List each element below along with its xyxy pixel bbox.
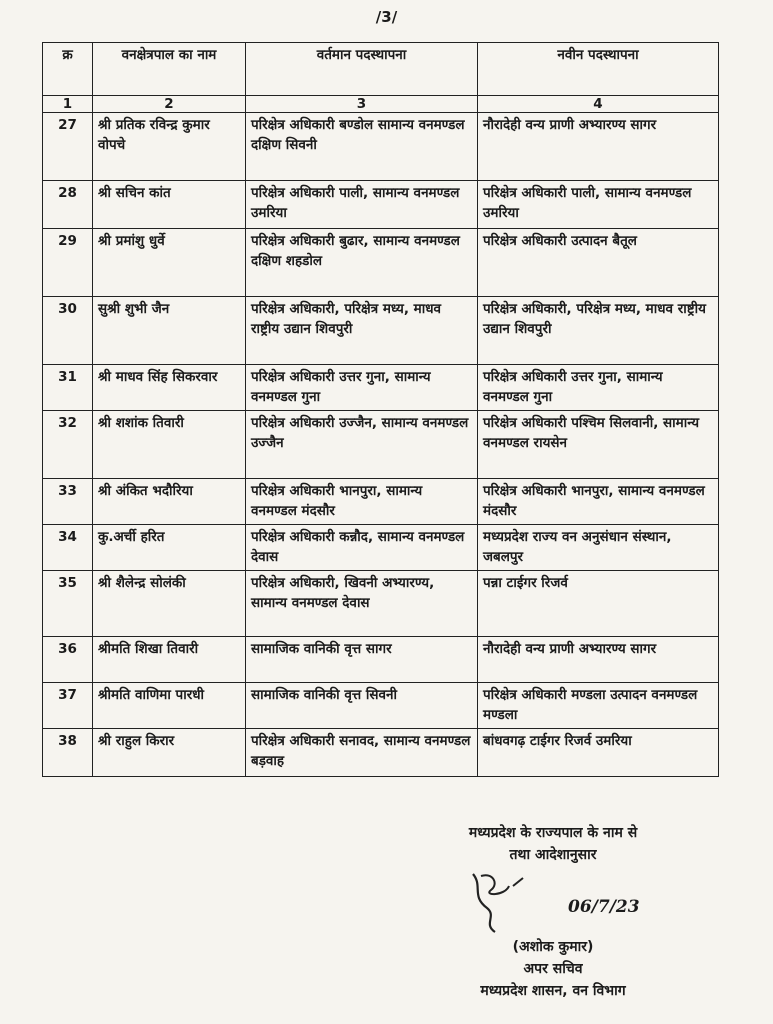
new-posting-cell: मध्यप्रदेश राज्य वन अनुसंधान संस्थान, जबलपुर: [478, 525, 719, 571]
order-line: तथा आदेशानुसार: [509, 847, 597, 863]
column-number: 1: [43, 96, 93, 113]
header-current-posting: वर्तमान पदस्थापना: [246, 43, 478, 96]
handwritten-signature: [413, 866, 693, 936]
name-cell: श्री माधव सिंह सिकरवार: [93, 365, 246, 411]
current-posting-cell: परिक्षेत्र अधिकारी पाली, सामान्य वनमण्डल उमरिया: [246, 181, 478, 229]
current-posting-cell: परिक्षेत्र अधिकारी बुढार, सामान्य वनमण्डल दक्षिण शहडोल: [246, 229, 478, 297]
table-row: [43, 525, 719, 571]
current-posting-cell: परिक्षेत्र अधिकारी, खिवनी अभ्यारण्य, सामान्य वनमण्डल देवास: [246, 571, 478, 637]
current-posting-cell: परिक्षेत्र अधिकारी सनावद, सामान्य वनमण्डल बड़वाह: [246, 729, 478, 777]
table-row: [43, 181, 719, 229]
new-posting-cell: नौरादेही वन्य प्राणी अभ्यारण्य सागर: [478, 637, 719, 683]
header-serial: क्र: [43, 43, 93, 96]
serial-cell: 33: [43, 479, 93, 525]
table-row: [43, 365, 719, 411]
name-cell: सुश्री शुभी जैन: [93, 297, 246, 365]
name-cell: श्री राहुल किरार: [93, 729, 246, 777]
serial-cell: 30: [43, 297, 93, 365]
table-row: [43, 637, 719, 683]
table-row: [43, 113, 719, 181]
name-cell: श्रीमति वाणिमा पारधी: [93, 683, 246, 729]
table-row: [43, 571, 719, 637]
new-posting-cell: बांधवगढ़ टाईगर रिजर्व उमरिया: [478, 729, 719, 777]
serial-cell: 27: [43, 113, 93, 181]
transfer-table: [42, 42, 719, 777]
serial-cell: 31: [43, 365, 93, 411]
current-posting-cell: सामाजिक वानिकी वृत्त सिवनी: [246, 683, 478, 729]
serial-cell: 35: [43, 571, 93, 637]
new-posting-cell: परिक्षेत्र अधिकारी पाली, सामान्य वनमण्डल उमरिया: [478, 181, 719, 229]
officer-designation: अपर सचिव: [523, 961, 583, 977]
current-posting-cell: परिक्षेत्र अधिकारी बण्डोल सामान्य वनमण्डल दक्षिण सिवनी: [246, 113, 478, 181]
name-cell: श्री अंकित भदौरिया: [93, 479, 246, 525]
signature-block: [413, 822, 693, 1002]
column-number-row: [43, 96, 719, 113]
serial-cell: 36: [43, 637, 93, 683]
new-posting-cell: परिक्षेत्र अधिकारी उत्पादन बैतूल: [478, 229, 719, 297]
current-posting-cell: परिक्षेत्र अधिकारी उज्जैन, सामान्य वनमण्डल उज्जैन: [246, 411, 478, 479]
new-posting-cell: परिक्षेत्र अधिकारी भानपुरा, सामान्य वनमण्डल मंदसौर: [478, 479, 719, 525]
serial-cell: 29: [43, 229, 93, 297]
serial-cell: 34: [43, 525, 93, 571]
column-number: 4: [478, 96, 719, 113]
name-cell: श्री सचिन कांत: [93, 181, 246, 229]
table-row: [43, 729, 719, 777]
current-posting-cell: परिक्षेत्र अधिकारी कन्नौद, सामान्य वनमण्डल देवास: [246, 525, 478, 571]
name-cell: श्री शशांक तिवारी: [93, 411, 246, 479]
new-posting-cell: परिक्षेत्र अधिकारी उत्तर गुना, सामान्य वनमण्डल गुना: [478, 365, 719, 411]
serial-cell: 37: [43, 683, 93, 729]
new-posting-cell: परिक्षेत्र अधिकारी मण्डला उत्पादन वनमण्डल मण्डला: [478, 683, 719, 729]
page-number: /3/: [375, 8, 398, 26]
officer-name: (अशोक कुमार): [512, 939, 594, 955]
serial-cell: 28: [43, 181, 93, 229]
serial-cell: 38: [43, 729, 93, 777]
name-cell: श्री प्रतिक रविन्द्र कुमार वोपचे: [93, 113, 246, 181]
header-row: [43, 43, 719, 96]
new-posting-cell: पन्ना टाईगर रिजर्व: [478, 571, 719, 637]
signature-date: 06/7/23: [568, 897, 640, 917]
table-row: [43, 229, 719, 297]
current-posting-cell: परिक्षेत्र अधिकारी भानपुरा, सामान्य वनमण्डल मंदसौर: [246, 479, 478, 525]
officer-department: मध्यप्रदेश शासन, वन विभाग: [480, 983, 626, 999]
new-posting-cell: परिक्षेत्र अधिकारी, परिक्षेत्र मध्य, माधव राष्ट्रीय उद्यान शिवपुरी: [478, 297, 719, 365]
serial-cell: 32: [43, 411, 93, 479]
name-cell: श्रीमति शिखा तिवारी: [93, 637, 246, 683]
table-row: [43, 297, 719, 365]
signature-scribble-icon: [453, 866, 573, 936]
name-cell: कु.अर्ची हरित: [93, 525, 246, 571]
table-row: [43, 411, 719, 479]
authority-line: मध्यप्रदेश के राज्यपाल के नाम से: [468, 825, 638, 841]
column-number: 2: [93, 96, 246, 113]
header-name: वनक्षेत्रपाल का नाम: [93, 43, 246, 96]
name-cell: श्री शैलेन्द्र सोलंकी: [93, 571, 246, 637]
table-body: [43, 113, 719, 777]
table-row: [43, 479, 719, 525]
name-cell: श्री प्रमांशु धुर्वे: [93, 229, 246, 297]
current-posting-cell: परिक्षेत्र अधिकारी, परिक्षेत्र मध्य, माधव राष्ट्रीय उद्यान शिवपुरी: [246, 297, 478, 365]
new-posting-cell: परिक्षेत्र अधिकारी पश्चिम सिलवानी, सामान्य वनमण्डल रायसेन: [478, 411, 719, 479]
table-row: [43, 683, 719, 729]
column-number: 3: [246, 96, 478, 113]
header-new-posting: नवीन पदस्थापना: [478, 43, 719, 96]
current-posting-cell: परिक्षेत्र अधिकारी उत्तर गुना, सामान्य वनमण्डल गुना: [246, 365, 478, 411]
current-posting-cell: सामाजिक वानिकी वृत्त सागर: [246, 637, 478, 683]
new-posting-cell: नौरादेही वन्य प्राणी अभ्यारण्य सागर: [478, 113, 719, 181]
